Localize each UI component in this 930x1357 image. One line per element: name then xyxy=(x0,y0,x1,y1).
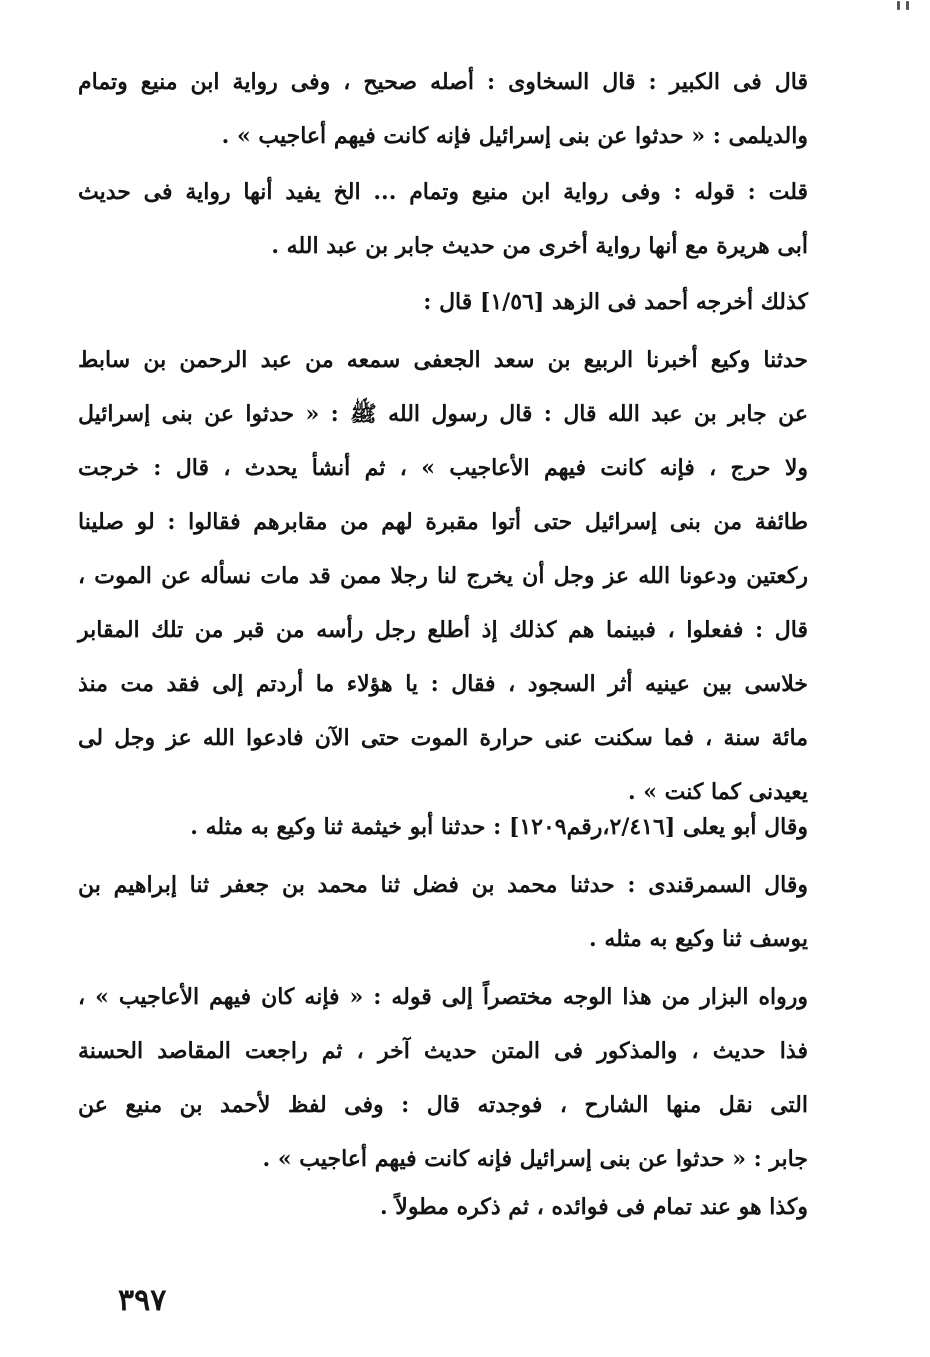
text-line: مائة سنة ، فما سكنت عنى حرارة الموت حتى الآن فادعوا الله عز وجل لى xyxy=(78,725,808,751)
text-line: وقال السمرقندى : حدثنا محمد بن فضل ثنا محمد بن جعفر ثنا إبراهيم بن xyxy=(78,872,808,898)
text-line: وكذا هو عند تمام فى فوائده ، ثم ذكره مطولاً . xyxy=(379,1194,808,1220)
text-line: وقال أبو يعلى [٢/٤١٦،رقم١٢٠٩] : حدثنا أبو خيثمة ثنا وكيع به مثله . xyxy=(190,814,808,840)
paragraph-2 xyxy=(78,165,808,273)
text-line: حدثنا وكيع أخبرنا الربيع بن سعد الجعفى سمعه من عبد الرحمن بن سابط xyxy=(78,347,808,373)
paragraph-7 xyxy=(78,970,808,1186)
text-line: والديلمى : « حدثوا عن بنى إسرائيل فإنه كانت فيهم أعاجيب » . xyxy=(221,123,808,149)
scan-speck xyxy=(906,1,909,10)
text-line: أبى هريرة مع أنها رواية أخرى من حديث جابر بن عبد الله . xyxy=(271,233,808,259)
text-line: ورواه البزار من هذا الوجه مختصراً إلى قوله : « فإنه كان فيهم الأعاجيب » ، xyxy=(78,984,808,1010)
scan-speck xyxy=(897,1,900,10)
paragraph-6 xyxy=(78,858,808,966)
text-line: قلت : قوله : وفى رواية ابن منيع وتمام ... الخ يفيد أنها رواية فى حديث xyxy=(78,179,808,205)
paragraph-5 xyxy=(78,800,808,854)
text-line: طائفة من بنى إسرائيل حتى أتوا مقبرة لهم من مقابرهم فقالوا : لو صلينا xyxy=(78,509,808,535)
page-number: ٣٩٧ xyxy=(118,1283,167,1318)
text-line: خلاسى بين عينيه أثر السجود ، فقال : يا هؤلاء ما أردتم إلى فقد مت منذ xyxy=(78,671,808,697)
paragraph-3 xyxy=(78,275,808,329)
text-line: قال فى الكبير : قال السخاوى : أصله صحيح ، وفى رواية ابن منيع وتمام xyxy=(78,69,808,95)
text-line: ولا حرج ، فإنه كانت فيهم الأعاجيب » ، ثم أنشأ يحدث ، قال : خرجت xyxy=(78,455,808,481)
text-line: فذا حديث ، والمذكور فى المتن حديث آخر ، ثم راجعت المقاصد الحسنة xyxy=(78,1038,808,1064)
paragraph-1 xyxy=(78,55,808,163)
paragraph-4-hadith xyxy=(78,333,808,819)
text-line: ركعتين ودعونا الله عز وجل أن يخرج لنا رجلا ممن قد مات نسأله عن الموت ، xyxy=(78,563,808,589)
text-line: يوسف ثنا وكيع به مثله . xyxy=(589,926,808,952)
text-line: يعيدنى كما كنت » . xyxy=(627,779,808,805)
text-line: جابر : « حدثوا عن بنى إسرائيل فإنه كانت فيهم أعاجيب » . xyxy=(262,1146,808,1172)
text-line: التى نقل منها الشارح ، فوجدته قال : وفى لفظ لأحمد بن منيع عن xyxy=(78,1092,808,1118)
text-line: عن جابر بن عبد الله قال : قال رسول الله ﷺ : « حدثوا عن بنى إسرائيل xyxy=(78,401,808,427)
paragraph-8 xyxy=(78,1180,808,1234)
text-line: قال : ففعلوا ، فبينما هم كذلك إذ أطلع رجل رأسه من قبر من تلك المقابر xyxy=(78,617,808,643)
text-line: كذلك أخرجه أحمد فى الزهد [١/٥٦] قال : xyxy=(423,289,808,315)
